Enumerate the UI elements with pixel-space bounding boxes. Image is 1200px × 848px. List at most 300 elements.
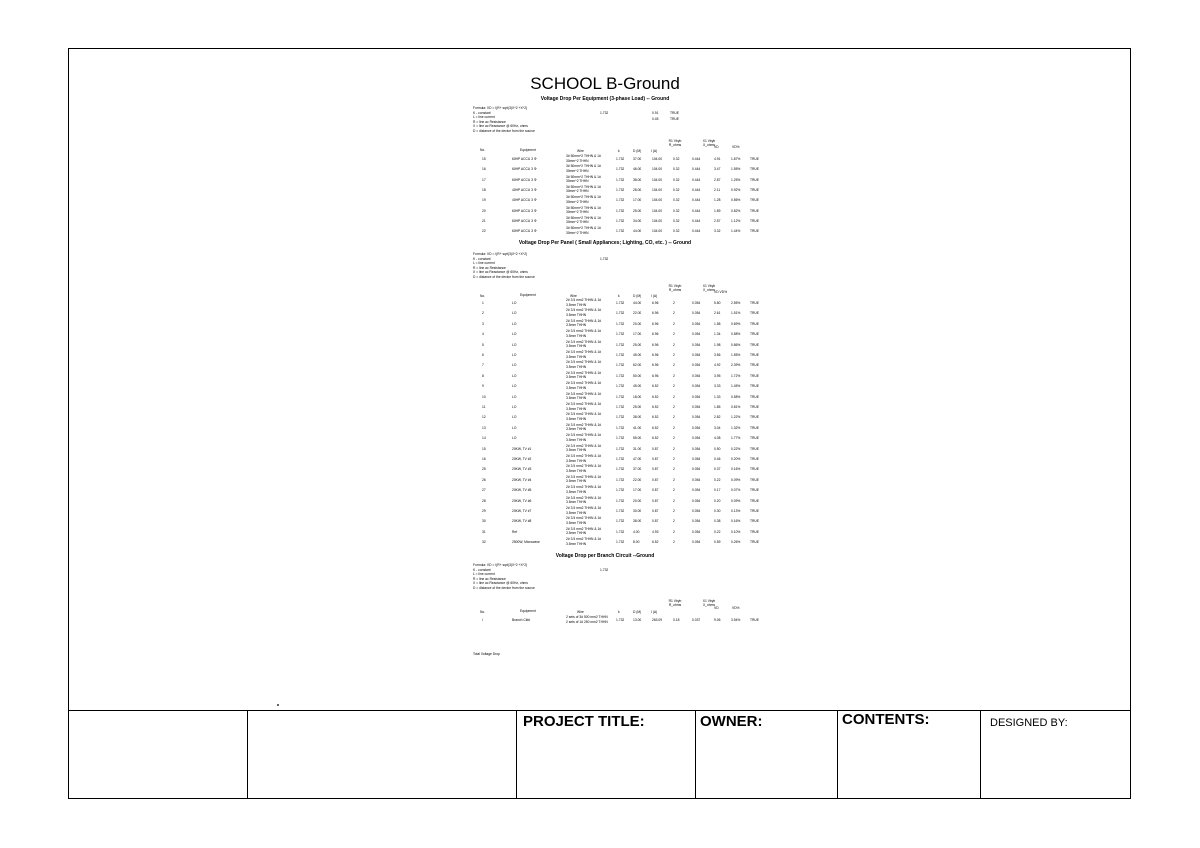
cell-r: 2 xyxy=(673,498,675,503)
cell-eq: 60HP ACCU 3 Φ xyxy=(512,167,537,172)
cell-no: 32 xyxy=(482,540,486,545)
cell-ok: TRUE xyxy=(750,509,759,513)
formula-line: R = line ac Resistance xyxy=(473,265,506,270)
cell-vdp: 0.22% xyxy=(731,446,741,451)
cell-ok: TRUE xyxy=(750,157,759,161)
cell-vd: 4.91 xyxy=(714,157,721,161)
cell-no: 20 xyxy=(482,208,486,213)
cell-eq: 20KW, TV #4 xyxy=(512,477,532,482)
cell-vd: 1.34 xyxy=(714,332,721,337)
cell-x: 0.054 xyxy=(692,342,701,347)
header-x: X1 Vbyb X_ohms xyxy=(702,139,716,147)
cell-vdp: 0.16% xyxy=(731,467,741,472)
formula-line: K - constant xyxy=(473,256,491,261)
cell-vdp: 1.32% xyxy=(731,425,741,430)
cell-x: 0.444 xyxy=(692,177,701,182)
cell-i: 6.52 xyxy=(652,540,659,545)
cell-eq: 20KW, TV #2 xyxy=(512,457,532,461)
formula-line: D = distance of the device from the source xyxy=(473,274,535,279)
constant-value: 1.732 xyxy=(600,111,609,115)
cell-vd: 3.04 xyxy=(714,425,721,430)
cell-k: 1.732 xyxy=(616,509,625,513)
table-row xyxy=(0,495,759,508)
cell-eq: 60HP ACCU 3 Φ xyxy=(512,157,537,161)
cell-no: 29 xyxy=(482,509,486,513)
cell-wire: 3# 50mm^2 THHN & 1# 30mm^2 THHN xyxy=(566,195,601,204)
section1-formula xyxy=(473,106,535,134)
cell-wire: 2# 3.5 mm2 THHN & 1# 3.5mm THHN xyxy=(566,350,602,359)
table-row xyxy=(0,516,759,528)
cell-wire: 2# 3.5 mm2 THHN & 1# 3.5mm THHN xyxy=(566,370,602,380)
cell-d: 22.00 xyxy=(633,311,642,316)
cell-ok: TRUE xyxy=(750,384,759,389)
cell-r: 2 xyxy=(673,342,675,347)
cell-vdp: 1.44% xyxy=(731,229,741,234)
cell-x: 0.444 xyxy=(692,208,701,213)
cell-vd: 3.56 xyxy=(714,353,721,357)
cell-wire: 2# 3.5 mm2 THHN & 1# 3.5mm THHN xyxy=(566,298,602,307)
header-i: I (A) xyxy=(651,610,658,614)
cell-i: 0.87 xyxy=(652,467,659,472)
table-row xyxy=(0,506,759,518)
cell-vdp: 0.09% xyxy=(731,498,741,503)
header-k: k xyxy=(618,294,620,298)
formula-line: X = line ac Reactance @ 60Hz, ohms xyxy=(473,581,528,586)
cell-x: 0.054 xyxy=(692,436,701,441)
cell-no: 27 xyxy=(482,488,486,493)
cell-r: 0.32 xyxy=(673,187,680,192)
cell-vd: 0.37 xyxy=(714,467,721,472)
table-row xyxy=(0,474,759,487)
cell-d: 34.00 xyxy=(633,218,642,223)
cell-k: 1.732 xyxy=(616,618,625,622)
cell-ok: TRUE xyxy=(750,618,759,622)
cell-no: 26 xyxy=(482,477,486,482)
cell-wire: 2# 3.5 mm2 THHN & 1# 3.5mm THHN xyxy=(566,412,602,421)
cell-r: 2 xyxy=(673,332,675,337)
cell-k: 1.732 xyxy=(616,415,625,420)
cell-eq: 20KW, TV #3 xyxy=(512,467,532,472)
cell-r: 2 xyxy=(673,373,675,378)
cell-x: 0.037 xyxy=(692,618,701,622)
side-value: 0.45 xyxy=(652,117,659,121)
cell-ok: TRUE xyxy=(750,498,759,503)
formula-line: Formula: VD = I(R+ sqrt(3)X^2 +X^2) xyxy=(473,563,528,567)
title-block-divider xyxy=(247,710,248,799)
cell-r: 0.32 xyxy=(673,157,680,161)
cell-ok: TRUE xyxy=(750,342,759,347)
header-vdp: VD% xyxy=(732,145,740,149)
cell-wire: 3# 50mm^2 THHN & 1# 30mm^2 THHN xyxy=(566,174,601,184)
cell-d: 55.00 xyxy=(633,436,642,441)
side-value: TRUE xyxy=(670,117,679,121)
table-row xyxy=(0,195,759,207)
cell-d: 47.00 xyxy=(633,457,642,461)
cell-no: 16 xyxy=(482,457,486,461)
cell-wire: 3# 50mm^2 THHN & 1# 30mm^2 THHN xyxy=(566,226,601,235)
cell-k: 1.732 xyxy=(616,208,625,213)
cell-x: 0.444 xyxy=(692,187,701,192)
table-row xyxy=(0,298,759,310)
cell-x: 0.054 xyxy=(692,509,701,513)
cell-k: 1.732 xyxy=(616,342,625,347)
cell-ok: TRUE xyxy=(750,167,759,172)
cell-k: 1.732 xyxy=(616,321,625,326)
cell-i: 6.96 xyxy=(652,321,659,326)
cell-k: 1.732 xyxy=(616,157,625,161)
cell-wire: 2# 3.5 mm2 THHN & 1# 3.5mm THHN xyxy=(566,391,602,401)
header-vd: VD xyxy=(714,145,719,149)
cell-k: 1.732 xyxy=(616,457,625,461)
cell-k: 1.732 xyxy=(616,436,625,441)
cell-vdp: 0.09% xyxy=(731,477,741,482)
cell-no: 28 xyxy=(482,498,486,503)
cell-r: 0.32 xyxy=(673,218,680,223)
cell-ok: TRUE xyxy=(750,488,759,493)
cell-d: 20.00 xyxy=(633,321,642,326)
table-row xyxy=(0,412,759,424)
cell-vdp: 2.55% xyxy=(731,301,741,305)
cell-no: 4 xyxy=(482,332,484,337)
cell-wire: 3# 50mm^2 THHN & 1# 30mm^2 THHN xyxy=(566,184,601,194)
table-row xyxy=(0,215,759,228)
cell-i: 6.96 xyxy=(652,342,659,347)
cell-vdp: 1.45% xyxy=(731,384,741,389)
cell-no: 21 xyxy=(482,218,486,223)
contents-label: CONTENTS: xyxy=(842,711,930,728)
header-no: No. xyxy=(480,148,486,152)
cell-eq: LO xyxy=(512,342,517,347)
cell-d: 46.00 xyxy=(633,167,642,172)
cell-wire: 2# 3.5 mm2 THHN & 1# 3.5mm THHN xyxy=(566,443,602,453)
cell-d: 44.00 xyxy=(633,301,642,305)
cell-k: 1.732 xyxy=(616,394,625,399)
cell-wire: 2# 3.5 mm2 THHN & 1# 3.5mm THHN xyxy=(566,474,602,484)
cell-i: 104.00 xyxy=(652,157,663,161)
cell-r: 0.32 xyxy=(673,198,680,203)
table-row xyxy=(0,370,759,383)
cell-vdp: 0.92% xyxy=(731,187,741,192)
cell-i: 0.87 xyxy=(652,488,659,493)
table-row xyxy=(0,184,759,197)
cell-eq: 40HP ACCU 3 Φ xyxy=(512,187,537,192)
cell-d: 17.00 xyxy=(633,332,642,337)
title-block-divider xyxy=(516,710,517,799)
cell-eq: LO xyxy=(512,394,517,399)
cell-x: 0.444 xyxy=(692,167,701,172)
cell-vdp: 1.22% xyxy=(731,415,741,420)
table-row xyxy=(0,154,759,166)
header-equipment: Equipment xyxy=(520,293,536,297)
cell-vdp: 0.86% xyxy=(731,342,741,347)
cell-wire: 3# 50mm^2 THHN & 1# 30mm^2 THHN xyxy=(566,154,601,163)
cell-vdp: 3.94% xyxy=(731,618,741,622)
cell-d: 31.00 xyxy=(633,446,642,451)
cell-d: 38.00 xyxy=(633,177,642,182)
cell-eq: LO xyxy=(512,301,517,305)
constant-value: 1.732 xyxy=(600,257,609,261)
cell-r: 2 xyxy=(673,384,675,389)
cell-r: 2 xyxy=(673,540,675,545)
side-value: TRUE xyxy=(670,111,679,115)
cell-ok: TRUE xyxy=(750,436,759,441)
cell-i: 6.96 xyxy=(652,311,659,316)
page-title: SCHOOL B-Ground xyxy=(530,74,680,93)
cell-x: 0.444 xyxy=(692,157,701,161)
cell-vdp: 1.25% xyxy=(731,177,741,182)
cell-vdp: 0.13% xyxy=(731,509,741,513)
cell-eq: 20KW, TV #6 xyxy=(512,498,532,503)
cell-r: 2 xyxy=(673,405,675,409)
header-vd: VD xyxy=(714,606,719,610)
cell-no: 13 xyxy=(482,425,486,430)
cell-no: 31 xyxy=(482,529,486,534)
cell-no: 15 xyxy=(482,157,486,161)
cell-vd: 0.38 xyxy=(714,519,721,524)
cell-i: 4.93 xyxy=(652,529,659,534)
section3-formula xyxy=(473,563,535,591)
cell-d: 4.00 xyxy=(633,529,640,534)
cell-k: 1.732 xyxy=(616,332,625,337)
cell-i: 6.52 xyxy=(652,436,659,441)
cell-no: 14 xyxy=(482,436,486,441)
cell-d: 17.00 xyxy=(633,198,642,203)
cell-vd: 0.46 xyxy=(714,457,721,461)
cell-vd: 2.11 xyxy=(714,187,721,192)
cell-vdp: 0.69% xyxy=(731,321,741,326)
header-equipment: Equipment xyxy=(520,148,536,152)
cell-i: 6.52 xyxy=(652,384,659,389)
cell-d: 45.00 xyxy=(633,384,642,389)
formula-line: R = line ac Resistance xyxy=(473,119,506,124)
cell-r: 2 xyxy=(673,519,675,524)
cell-eq: 20KW, TV #1 xyxy=(512,446,532,451)
cell-no: 22 xyxy=(482,229,486,234)
title-block-divider xyxy=(980,710,981,799)
table-row xyxy=(0,402,759,414)
cell-vd: 0.30 xyxy=(714,509,721,513)
cell-i: 6.96 xyxy=(652,301,659,305)
cell-x: 0.054 xyxy=(692,353,701,357)
header-vdp: VD% xyxy=(732,606,740,610)
table-row xyxy=(0,318,759,331)
section2-formula xyxy=(473,252,535,280)
cell-d: 28.00 xyxy=(633,187,642,192)
cell-eq: LO xyxy=(512,321,517,326)
cell-r: 2 xyxy=(673,477,675,482)
cell-d: 13.00 xyxy=(633,618,642,622)
cell-eq: LO xyxy=(512,332,517,337)
cell-vd: 3.47 xyxy=(714,167,721,172)
header-x: X1 Vbyb X_ohms xyxy=(702,284,716,292)
header-wire: Wire xyxy=(577,610,584,614)
table-row xyxy=(0,339,759,352)
table-row xyxy=(0,526,759,539)
cell-vdp: 1.87% xyxy=(731,157,741,161)
cell-r: 2 xyxy=(673,436,675,441)
cell-eq: LO xyxy=(512,311,517,316)
designed-by-label: DESIGNED BY: xyxy=(990,717,1068,729)
header-i: I (A) xyxy=(651,294,658,298)
cell-no: 8 xyxy=(482,373,484,378)
cell-vdp: 0.81% xyxy=(731,405,741,409)
cell-x: 0.054 xyxy=(692,363,701,368)
cell-i: 104.00 xyxy=(652,177,663,182)
cell-eq: 40HP ACCU 3 Φ xyxy=(512,198,537,203)
formula-line: Formula: VD = I(R+ sqrt(3)X^2 +X^2) xyxy=(473,106,528,110)
cell-x: 0.054 xyxy=(692,540,701,545)
cell-k: 1.732 xyxy=(616,373,625,378)
header-no: No. xyxy=(480,294,486,298)
cell-d: 50.00 xyxy=(633,373,642,378)
cell-r: 2 xyxy=(673,363,675,368)
cell-vdp: 1.72% xyxy=(731,373,741,378)
table-row xyxy=(0,443,759,456)
cell-vd: 2.87 xyxy=(714,177,721,182)
cell-x: 0.054 xyxy=(692,373,701,378)
cell-k: 1.732 xyxy=(616,467,625,472)
cell-eq: 60HP ACCU 3 Φ xyxy=(512,218,537,223)
cell-no: 17 xyxy=(482,177,486,182)
cell-wire: 2 sets of 3# 500 mm2 THHN 2 sets of 1# 250 mm2 THHN xyxy=(566,615,608,624)
cell-no: 10 xyxy=(482,394,486,399)
cell-ok: TRUE xyxy=(750,311,759,316)
cell-vdp: 1.12% xyxy=(731,218,741,223)
cell-vd: 4.08 xyxy=(714,436,721,441)
header-k: k xyxy=(618,610,620,614)
cell-ok: TRUE xyxy=(750,477,759,482)
cell-x: 0.054 xyxy=(692,311,701,316)
cell-x: 0.054 xyxy=(692,415,701,420)
cell-wire: 2# 3.5 mm2 THHN & 1# 3.5mm THHN xyxy=(566,329,602,338)
cell-k: 1.732 xyxy=(616,218,625,223)
cell-d: 18.00 xyxy=(633,394,642,399)
cell-no: 12 xyxy=(482,415,486,420)
cell-k: 1.732 xyxy=(616,177,625,182)
cell-vd: 0.22 xyxy=(714,477,721,482)
cell-ok: TRUE xyxy=(750,218,759,223)
cell-x: 0.054 xyxy=(692,425,701,430)
cell-vd: 2.82 xyxy=(714,415,721,420)
header-equipment: Equipment xyxy=(520,609,536,613)
table-row xyxy=(0,205,759,218)
table-row xyxy=(0,350,759,362)
cell-k: 1.732 xyxy=(616,353,625,357)
cell-i: 6.96 xyxy=(652,363,659,368)
cell-no: 5 xyxy=(482,342,484,347)
cell-wire: 2# 3.5 mm2 THHN & 1# 3.5mm THHN xyxy=(566,318,602,328)
cell-r: 0.32 xyxy=(673,229,680,234)
cell-wire: 3# 50mm^2 THHN & 1# 30mm^2 THHN xyxy=(566,215,601,225)
cell-vdp: 1.51% xyxy=(731,311,741,316)
cell-r: 2 xyxy=(673,301,675,305)
cell-x: 0.444 xyxy=(692,218,701,223)
cell-x: 0.054 xyxy=(692,405,701,409)
cell-d: 45.00 xyxy=(633,353,642,357)
cell-vd: 1.85 xyxy=(714,405,721,409)
cell-wire: 2# 3.5 mm2 THHN & 1# 3.5mm THHN xyxy=(566,454,602,463)
cell-i: 104.00 xyxy=(652,187,663,192)
cell-eq: 60HP ACCU 3 Φ xyxy=(512,177,537,182)
cell-vd: 3.95 xyxy=(714,373,721,378)
cell-no: 11 xyxy=(482,405,486,409)
cell-ok: TRUE xyxy=(750,529,759,534)
cell-wire: 2# 3.5 mm2 THHN & 1# 3.5mm THHN xyxy=(566,402,602,411)
header-x: X1 Vbyb X_ohms xyxy=(702,599,716,607)
cell-no: 9 xyxy=(482,384,484,389)
total-voltage-drop-label: Total Voltage Drop xyxy=(473,652,500,656)
cell-ok: TRUE xyxy=(750,540,759,545)
cell-i: 104.00 xyxy=(652,229,663,234)
cell-no: 2 xyxy=(482,311,484,316)
header-r: R1 Vbyb R_ohms xyxy=(668,139,682,147)
side-value: 0.91 xyxy=(652,111,659,115)
cell-i: 6.96 xyxy=(652,373,659,378)
cell-x: 0.444 xyxy=(692,198,701,203)
cell-i: 6.52 xyxy=(652,405,659,409)
cell-vdp: 0.58% xyxy=(731,332,741,337)
cell-vdp: 2.39% xyxy=(731,363,741,368)
formula-line: X = line ac Reactance @ 60Hz, ohms xyxy=(473,124,528,129)
cell-eq: 20KW, TV #8 xyxy=(512,519,532,524)
formula-line: L = line current xyxy=(473,572,495,577)
cell-i: 6.52 xyxy=(652,425,659,430)
table-row xyxy=(0,422,759,435)
cell-i: 0.87 xyxy=(652,457,659,461)
header-k: k xyxy=(618,149,620,153)
cell-d: 25.00 xyxy=(633,208,642,213)
cell-r: 0.32 xyxy=(673,208,680,213)
cell-vd: 0.50 xyxy=(714,446,721,451)
section2-heading: Voltage Drop Per Panel ( Small Appliances; Lighting, CO, etc. ) -- Ground xyxy=(518,240,692,246)
cell-x: 0.054 xyxy=(692,457,701,461)
cell-vd: 3.33 xyxy=(714,384,721,389)
cell-eq: 20KW, TV #5 xyxy=(512,488,532,493)
cell-vdp: 1.77% xyxy=(731,436,741,441)
cell-no: 3 xyxy=(482,321,484,326)
cell-wire: 2# 3.5 mm2 THHN & 1# 3.5mm THHN xyxy=(566,537,602,546)
cell-k: 1.732 xyxy=(616,519,625,524)
cell-d: 37.00 xyxy=(633,157,642,161)
cell-eq: LO xyxy=(512,415,517,420)
constant-value: 1.732 xyxy=(600,568,609,572)
cell-r: 2 xyxy=(673,467,675,472)
cell-no: 30 xyxy=(482,519,486,524)
cell-k: 1.732 xyxy=(616,198,625,203)
cell-i: 0.87 xyxy=(652,498,659,503)
cell-no: 25 xyxy=(482,467,486,472)
cell-vdp: 1.55% xyxy=(731,353,741,357)
cell-i: 104.00 xyxy=(652,218,663,223)
cell-wire: 2# 3.5 mm2 THHN & 1# 3.5mm THHN xyxy=(566,381,602,390)
cell-no: 1 xyxy=(482,301,484,305)
cell-eq: Branch Ckt# xyxy=(512,618,531,622)
formula-line: R = line ac Resistance xyxy=(473,576,506,581)
cell-k: 1.732 xyxy=(616,477,625,482)
cell-k: 1.732 xyxy=(616,167,625,172)
cell-no: 18 xyxy=(482,187,486,192)
cell-eq: LO xyxy=(512,405,517,409)
cell-r: 2 xyxy=(673,415,675,420)
table-row xyxy=(0,308,759,320)
cell-i: 6.96 xyxy=(652,353,659,357)
cell-vd: 2.57 xyxy=(714,218,721,223)
cell-vdp: 0.56% xyxy=(731,198,741,203)
cell-ok: TRUE xyxy=(750,519,759,524)
table-row xyxy=(0,391,759,404)
cell-eq: 2500W, Microwave xyxy=(512,540,540,545)
cell-wire: 2# 3.5 mm2 THHN & 1# 3.5mm THHN xyxy=(566,516,602,525)
